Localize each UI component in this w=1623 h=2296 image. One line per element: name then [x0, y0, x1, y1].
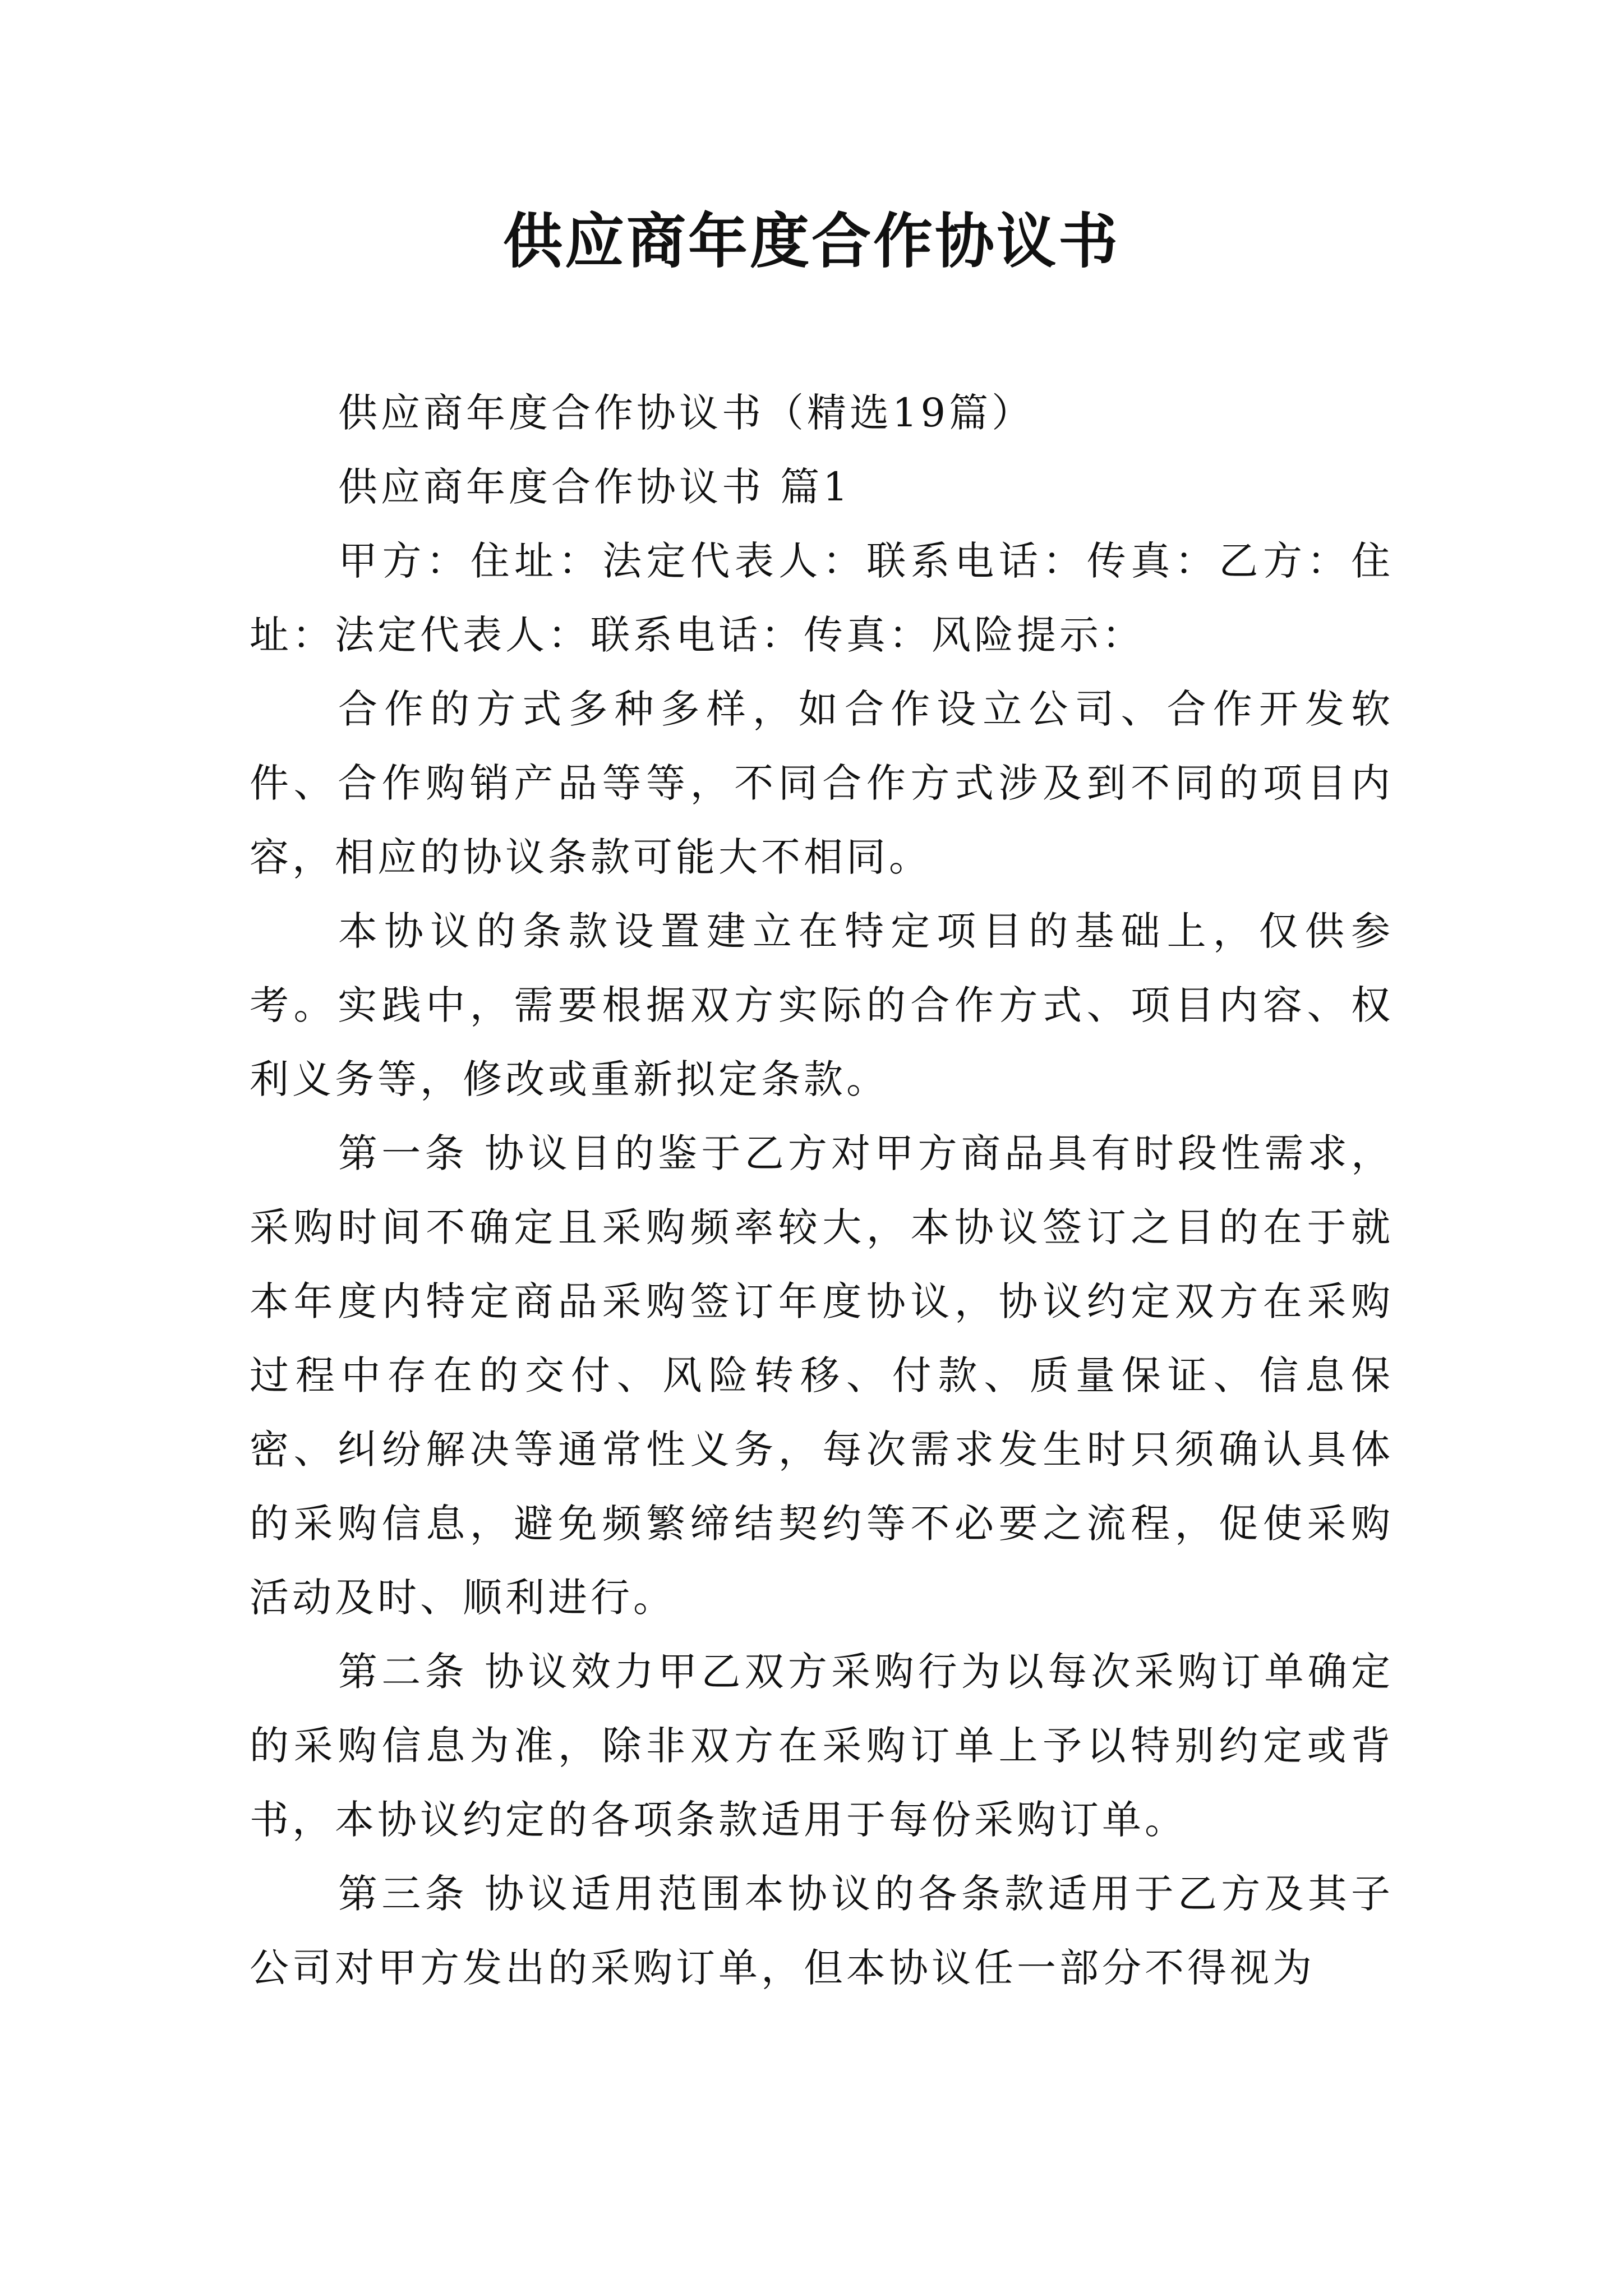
paragraph-article-1: 第一条 协议目的鉴于乙方对甲方商品具有时段性需求，采购时间不确定且采购频率较大，本协议签订之目的在于就本年度内特定商品采购签订年度协议，协议约定双方在采购过程中存在的交付、风险转移、付款、质量保证、信息保密、纠纷解决等通常性义务，每次需求发生时只须确认具体的采购信息，避免频繁缔结契约等不必要之流程，促使采购活动及时、顺利进行。	[250, 1130, 1394, 1621]
document-title: 供应商年度合作协议书	[503, 206, 1120, 276]
paragraph-section-heading: 供应商年度合作协议书 篇1	[338, 464, 851, 510]
document-body	[250, 376, 1394, 2005]
paragraph-article-3: 第三条 协议适用范围本协议的各条款适用于乙方及其子公司对甲方发出的采购订单，但本协议任一部分不得视为	[250, 1871, 1394, 1991]
paragraph-article-2: 第二条 协议效力甲乙双方采购行为以每次采购订单确定的采购信息为准，除非双方在采购订单上予以特别约定或背书，本协议约定的各项条款适用于每份采购订单。	[250, 1649, 1394, 1843]
paragraph-parties: 甲方：住址：法定代表人：联系电话：传真：乙方：住址：法定代表人：联系电话：传真：风险提示：	[250, 538, 1394, 658]
paragraph-reference-note: 本协议的条款设置建立在特定项目的基础上，仅供参考。实践中，需要根据双方实际的合作方式、项目内容、权利义务等，修改或重新拟定条款。	[250, 908, 1394, 1102]
paragraph-subtitle: 供应商年度合作协议书（精选19篇）	[338, 390, 1035, 436]
paragraph-cooperation-methods: 合作的方式多种多样，如合作设立公司、合作开发软件、合作购销产品等等，不同合作方式涉及到不同的项目内容，相应的协议条款可能大不相同。	[250, 686, 1394, 880]
